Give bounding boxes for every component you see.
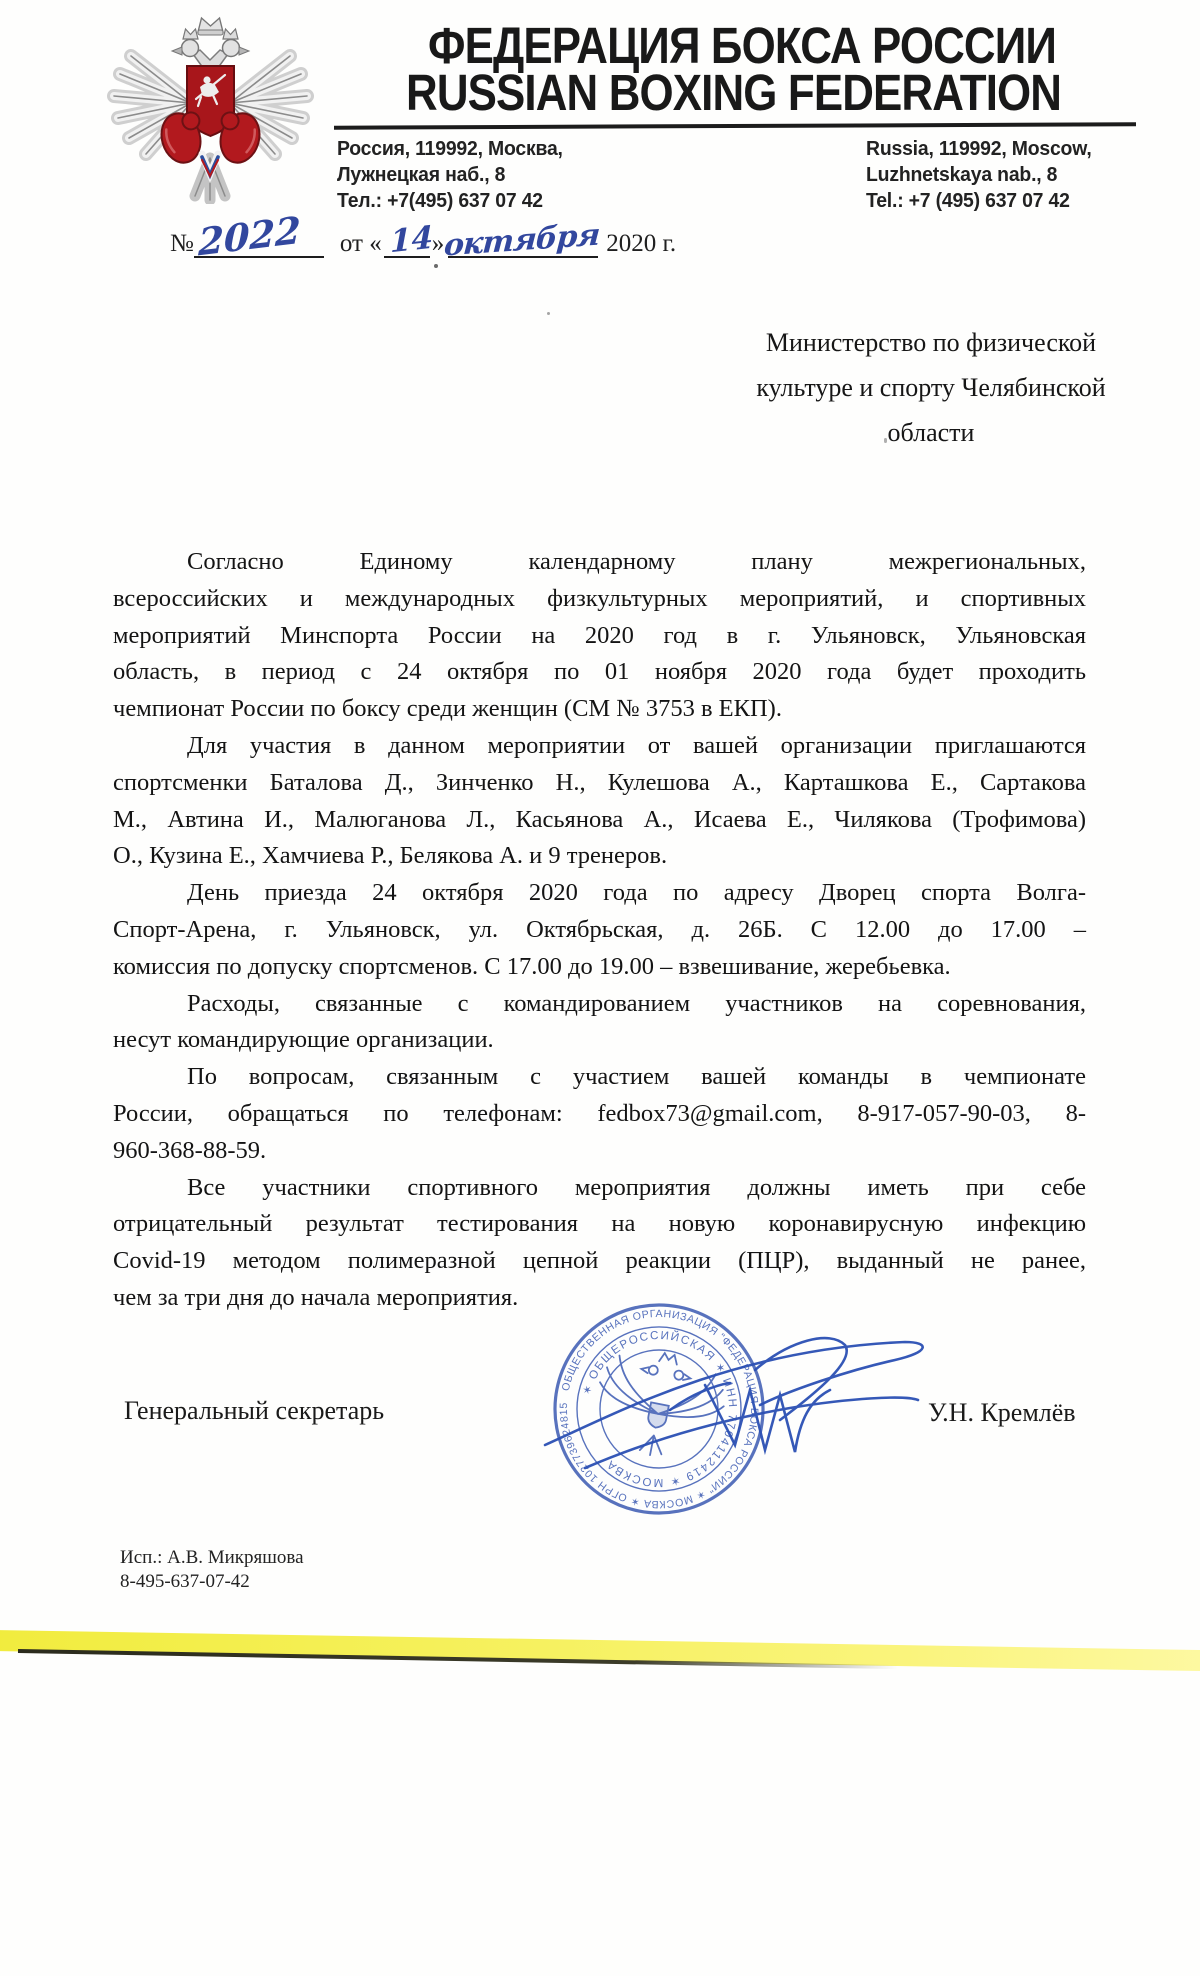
body-paragraph	[113, 728, 1086, 875]
text-line: Министерство по физической	[765, 328, 1097, 357]
body-line: Covid-19 методом полимеразной цепной реакции (ПЦР), выданный не ранее,	[113, 1247, 1086, 1275]
doc-day-handwritten: 14	[389, 219, 433, 261]
text-line: Tel.: +7 (495) 637 07 42	[866, 190, 1070, 212]
scan-speck	[884, 438, 887, 443]
body-line: всероссийских и международных физкультурных мероприятий, и спортивных	[113, 584, 1086, 612]
doc-number-handwritten: 2022	[197, 207, 301, 265]
text-line: Тел.: +7(495) 637 07 42	[337, 190, 543, 212]
address-block-ru	[337, 136, 563, 214]
address-block-en	[866, 136, 1092, 214]
federation-emblem-icon	[103, 8, 318, 204]
stamp-outer-text: ОБЩЕСТВЕННАЯ ОРГАНИЗАЦИЯ "ФЕДЕРАЦИЯ БОКСА РОССИИ" ✶ МОСКВА ✶ ОГРН 1027739624815	[557, 1307, 761, 1511]
signature-title: Генеральный секретарь	[124, 1396, 385, 1425]
body-line: 960-368-88-59.	[113, 1136, 267, 1164]
body-line: Согласно Единому календарному плану межрегиональных,	[187, 548, 1086, 575]
reference-line	[170, 207, 677, 265]
body-line: Все участники спортивного мероприятия должны иметь при себе	[187, 1173, 1086, 1201]
body-line: чем за три дня до начала мероприятия.	[113, 1283, 519, 1311]
body-line: мероприятий Минспорта России на 2020 год в г. Ульяновск, Ульяновская	[113, 621, 1086, 649]
doc-number-blank	[194, 207, 324, 265]
org-title-ru: ФЕДЕРАЦИЯ БОКСА РОССИИ	[428, 17, 1057, 74]
recipient-block	[716, 320, 1146, 455]
body-paragraph	[113, 544, 1086, 728]
body-line: отрицательный результат тестирования на новую коронавирусную инфекцию	[113, 1210, 1086, 1238]
body-line: чемпионат России по боксу среди женщин (СМ № 3753 в ЕКП).	[113, 695, 782, 723]
body-line: спортсменки Баталова Д., Зинченко Н., Кулешова А., Карташкова Е., Сартакова	[113, 768, 1086, 796]
body-line: России, обращаться по телефонам: fedbox73@gmail.com, 8-917-057-90-03, 8-	[113, 1099, 1086, 1127]
body-line: День приезда 24 октября 2020 года по адресу Дворец спорта Волга-	[187, 879, 1086, 907]
doc-month-handwritten: октября	[443, 217, 601, 264]
body-line: несут командирующие организации.	[113, 1026, 494, 1054]
signature-name: У.Н. Кремлёв	[928, 1398, 1076, 1427]
signature-scribble	[520, 1315, 940, 1485]
body-line: О., Кузина Е., Хамчиева Р., Белякова А. и 9 тренеров.	[113, 842, 668, 870]
text-line: Luzhnetskaya nab., 8	[866, 164, 1058, 186]
text-line: культуре и спорту Челябинской	[756, 373, 1106, 402]
text-line: области	[887, 418, 975, 447]
org-title-en: RUSSIAN BOXING FEDERATION	[406, 64, 1062, 121]
text-line: Лужнецкая наб., 8	[337, 164, 506, 186]
text-line: Исп.: А.В. Микряшова	[120, 1547, 304, 1568]
scan-edge-strip	[0, 1630, 1200, 1671]
doc-day-blank	[384, 219, 433, 261]
text-line: 8-495-637-07-42	[120, 1571, 250, 1592]
body-line: Для участия в данном мероприятии от вашей организации приглашаются	[187, 731, 1086, 759]
stamp-inner-text: ✶ ОБЩЕРОССИЙСКАЯ ✶ ИНН 7704112419 ✶ МОСКВА	[580, 1328, 740, 1490]
header-divider	[334, 122, 1136, 129]
body-paragraph	[113, 986, 1086, 1060]
text-line: Russia, 119992, Moscow,	[866, 138, 1092, 160]
body-line: Спорт-Арена, г. Ульяновск, ул. Октябрьская, д. 26Б. С 12.00 до 17.00 –	[113, 915, 1086, 943]
letter-body	[113, 544, 1086, 1317]
body-line: Расходы, связанные с командированием участников на соревнования,	[187, 989, 1086, 1017]
body-line: комиссия по допуску спортсменов. С 17.00 до 19.00 – взвешивание, жеребьевка.	[113, 952, 951, 980]
body-line: По вопросам, связанным с участием вашей команды в чемпионате	[187, 1063, 1086, 1091]
quote-close: »	[431, 230, 445, 257]
from-label: от «	[339, 230, 382, 257]
number-label: №	[170, 230, 194, 257]
doc-month-blank	[443, 217, 601, 264]
scan-speck	[547, 312, 550, 315]
body-paragraph	[113, 875, 1086, 985]
body-line: М., Автина И., Малюганова Л., Касьянова А., Исаева Е., Чилякова (Трофимова)	[113, 805, 1086, 833]
scan-speck	[434, 264, 438, 268]
text-line: Россия, 119992, Москва,	[337, 138, 563, 160]
executor-block	[120, 1546, 304, 1594]
body-paragraph	[113, 1059, 1086, 1169]
body-line: область, в период с 24 октября по 01 ноября 2020 года будет проходить	[113, 658, 1086, 686]
year-suffix: 2020 г.	[606, 230, 677, 257]
